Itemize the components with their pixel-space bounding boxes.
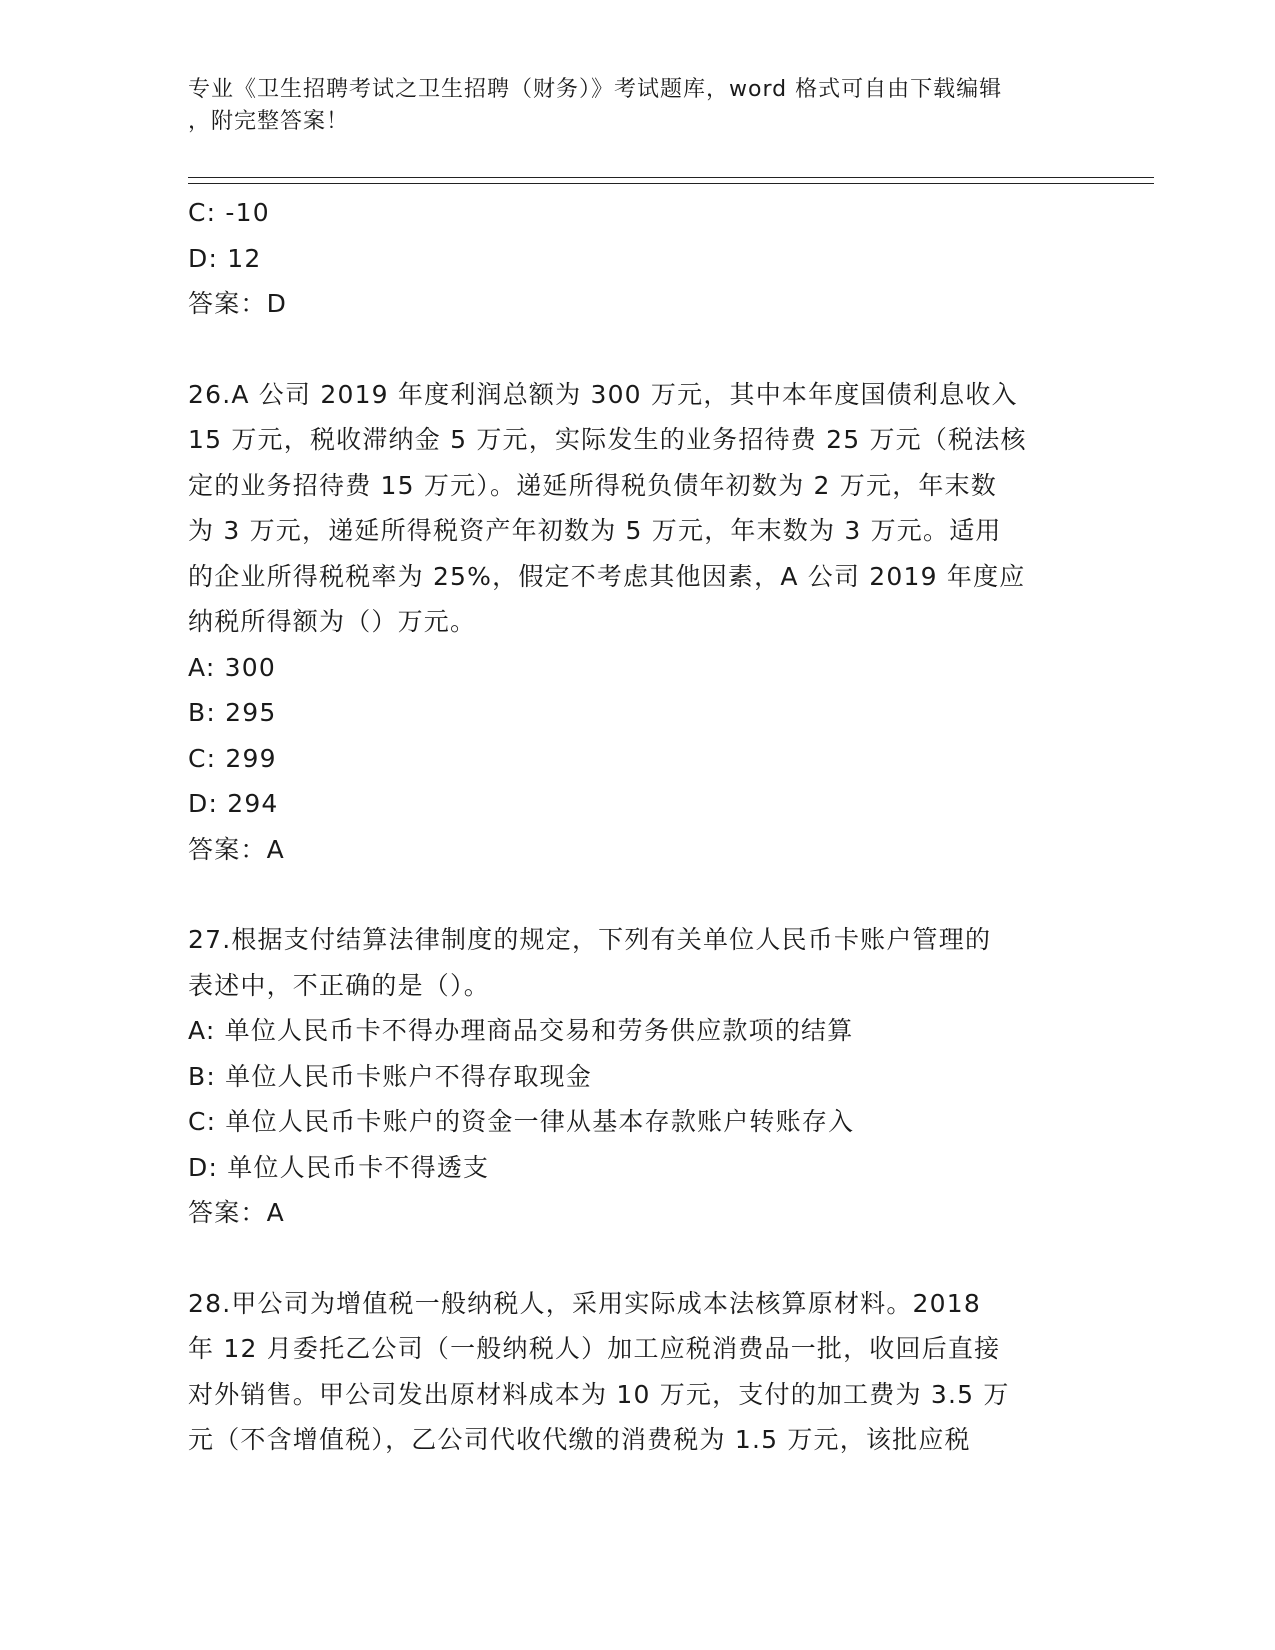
q26-option-d: D: 294 xyxy=(188,789,279,818)
q25-option-c: C: -10 xyxy=(188,198,270,227)
q27-stem-line: 27.根据支付结算法律制度的规定，下列有关单位人民币卡账户管理的 xyxy=(188,925,992,954)
spacer xyxy=(188,1236,1088,1281)
q27-option-a: A: 单位人民币卡不得办理商品交易和劳务供应款项的结算 xyxy=(188,1016,854,1045)
q27-option-d: D: 单位人民币卡不得透支 xyxy=(188,1152,490,1182)
spacer xyxy=(188,327,1088,372)
q26-option-a: A: 300 xyxy=(188,652,276,682)
spacer xyxy=(188,872,1088,917)
q26-stem-line: 定的业务招待费 15 万元）。递延所得税负债年初数为 2 万元，年末数 xyxy=(188,470,998,500)
q28-stem-line: 年 12 月委托乙公司（一般纳税人）加工应税消费品一批，收回后直接 xyxy=(188,1334,1001,1363)
q27-option-c: C: 单位人民币卡账户的资金一律从基本存款账户转账存入 xyxy=(188,1107,855,1136)
q27-answer: 答案：A xyxy=(188,1198,285,1227)
q28-stem-line: 28.甲公司为增值税一般纳税人，采用实际成本法核算原材料。2018 xyxy=(188,1288,981,1318)
q26-stem-line: 26.A 公司 2019 年度利润总额为 300 万元，其中本年度国债利息收入 xyxy=(188,379,1018,409)
q26-answer: 答案：A xyxy=(188,834,285,864)
q26-option-b: B: 295 xyxy=(188,698,277,727)
header-divider-top xyxy=(188,177,1154,178)
header-divider-bottom xyxy=(188,183,1154,184)
q26-option-c: C: 299 xyxy=(188,743,277,773)
question-26 xyxy=(188,372,1088,873)
q27-option-b: B: 单位人民币卡账户不得存取现金 xyxy=(188,1061,592,1091)
q26-stem-line: 的企业所得税税率为 25%，假定不考虑其他因素，A 公司 2019 年度应 xyxy=(188,561,1026,591)
q25-option-d: D: 12 xyxy=(188,243,262,273)
exam-content xyxy=(188,190,1088,1463)
q26-stem-line: 为 3 万元，递延所得税资产年初数为 5 万元，年末数为 3 万元。适用 xyxy=(188,516,1002,545)
question-25-tail xyxy=(188,190,1088,327)
q26-stem-line: 15 万元，税收滞纳金 5 万元，实际发生的业务招待费 25 万元（税法核 xyxy=(188,425,1027,454)
q26-stem-line: 纳税所得额为（）万元。 xyxy=(188,607,477,636)
document-header xyxy=(188,74,1088,138)
q28-stem-line: 元（不含增值税），乙公司代收代缴的消费税为 1.5 万元，该批应税 xyxy=(188,1425,971,1454)
header-line-1: 专业《卫生招聘考试之卫生招聘（财务）》考试题库，word 格式可自由下载编辑 xyxy=(188,77,1003,102)
q25-answer: 答案：D xyxy=(188,289,288,318)
q27-stem-line: 表述中，不正确的是（）。 xyxy=(188,970,490,1000)
question-28 xyxy=(188,1281,1088,1463)
question-27 xyxy=(188,917,1088,1236)
header-line-2: ，附完整答案！ xyxy=(188,109,350,134)
q28-stem-line: 对外销售。甲公司发出原材料成本为 10 万元，支付的加工费为 3.5 万 xyxy=(188,1379,1010,1409)
